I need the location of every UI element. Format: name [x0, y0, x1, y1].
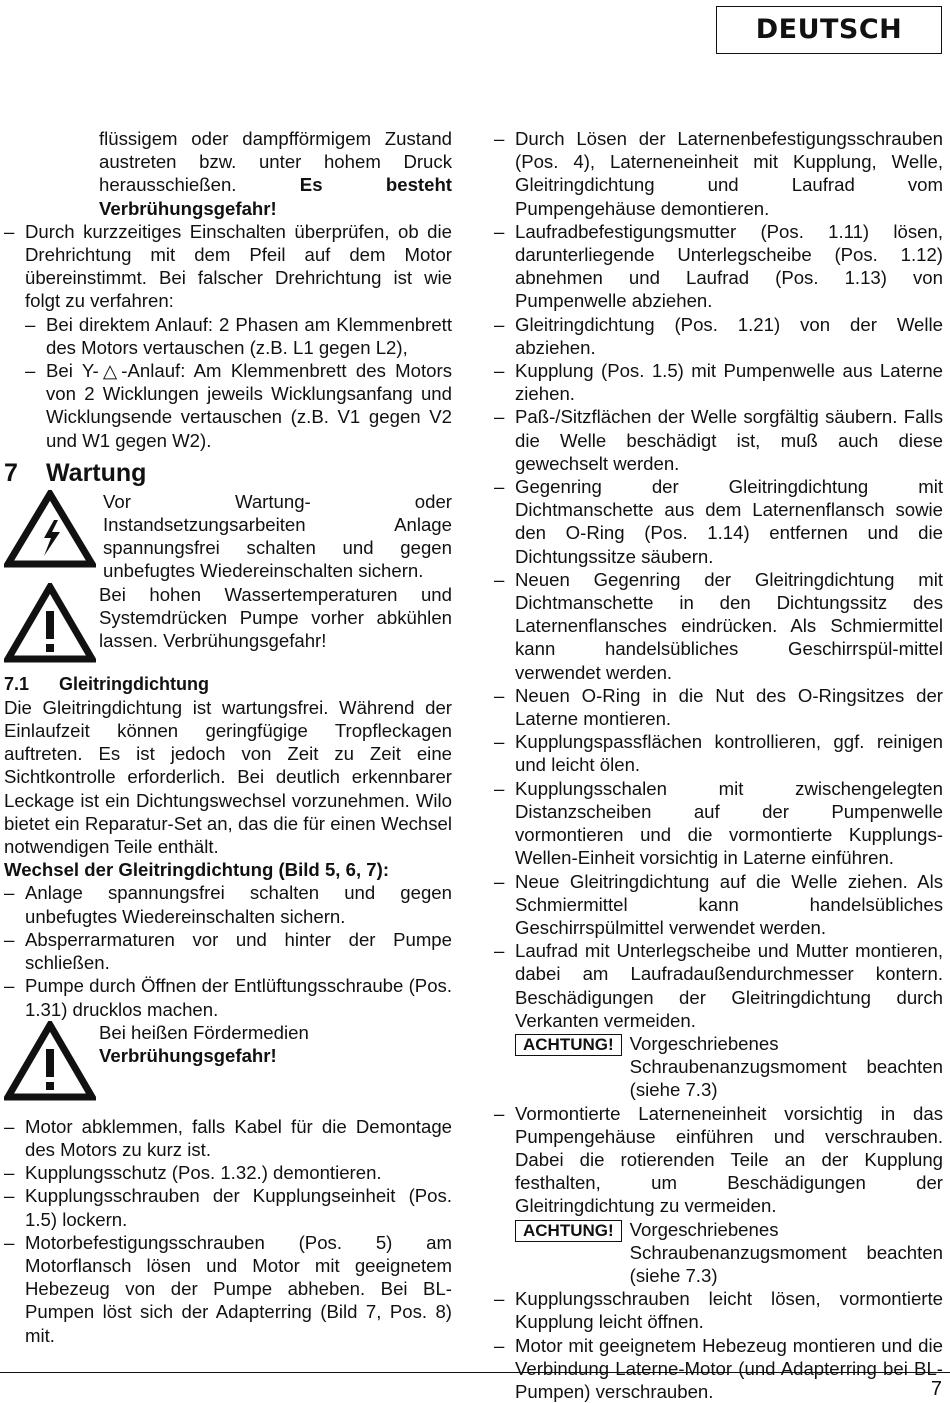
- bold-heading: Wechsel der Gleitringdichtung (Bild 5, 6, 7):: [4, 859, 390, 881]
- list-item: – Vormontierte Laterneneinheit vorsichtig in das Pumpengehäuse einführen und verschrauben. Dabei die rotierenden Teile an der Kupplung festhalten, um Beschädigungen der Gleitringdichtung zu vermeiden.: [494, 1102, 943, 1218]
- caution-text: Vorgeschriebenes Schraubenanzugsmoment beachten (siehe 7.3): [629, 1032, 943, 1101]
- caution-note: [494, 1218, 943, 1288]
- list-item: – Durch kurzzeitiges Einschalten überprüfen, ob die Drehrichtung mit dem Pfeil auf dem Motor übereinstimmt. Bei falscher Drehrichtung ist wie folgt zu verfahren:: [4, 220, 452, 313]
- page-number: 7: [930, 1378, 942, 1400]
- caution-label: ACHTUNG!: [515, 1034, 622, 1056]
- list-item: – Kupplungsschalen mit zwischengelegten Distanzscheiben auf der Pumpenwelle vormontieren und die vormontierte Kupplungs-Wellen-Einheit vorsichtig in Laterne einführen.: [494, 777, 943, 870]
- list-item: – Anlage spannungsfrei schalten und gegen unbefugtes Wiedereinschalten sichern.: [4, 881, 452, 927]
- paragraph: Die Gleitringdichtung ist wartungsfrei. Während der Einlaufzeit können geringfügige Tropfleckagen auftreten. Es ist jedoch von Zeit zu Zeit eine Sichtkontrolle erforderlich. Bei deutlich erkennbarer Leckage ist ein Dichtungswechsel vorzunehmen. Wilo bietet ein Reparatur-Set an, das die für einen Wechsel notwendigen Teile enthält.: [4, 696, 452, 858]
- section-title: Wartung: [46, 458, 147, 487]
- section-number: 7: [4, 458, 18, 487]
- subsection-title: Gleitringdichtung: [59, 673, 209, 694]
- subsection-heading: [4, 673, 452, 696]
- section-heading: [4, 458, 452, 488]
- list-item: – Motor abklemmen, falls Kabel für die Demontage des Motors zu kurz ist.: [4, 1115, 452, 1161]
- high-voltage-warning-icon: [4, 490, 103, 568]
- caution-label: ACHTUNG!: [515, 1220, 622, 1242]
- caution-text: Vorgeschriebenes Schraubenanzugsmoment beachten (siehe 7.3): [629, 1218, 943, 1286]
- footer-divider: [0, 1372, 950, 1373]
- list-item: – Kupplungsschutz (Pos. 1.32.) demontieren.: [4, 1161, 452, 1184]
- exclamation-warning-icon: [4, 583, 99, 663]
- warning-block: Bei heißen Fördermedien Verbrühungsgefahr!: [4, 1021, 452, 1101]
- list-item: – Kupplungsschrauben der Kupplungseinheit (Pos. 1.5) lockern.: [4, 1184, 452, 1230]
- list-item: – Motorbefestigungsschrauben (Pos. 5) am Motorflansch lösen und Motor mit geeignetem Hebezeug von der Pumpe abheben. Bei BL-Pumpen löst sich der Adapterring (Bild 7, Pos. 8) mit.: [4, 1231, 452, 1347]
- continued-paragraph: flüssigem oder dampfförmigem Zustand austreten bzw. unter hohem Druck herausschießen. Es besteht Verbrühungsgefahr!: [99, 128, 452, 219]
- exclamation-warning-icon: [4, 1021, 99, 1101]
- subsection-number: 7.1: [4, 673, 30, 694]
- list-item: – Neuen Gegenring der Gleitringdichtung mit Dichtmanschette in den Dichtungssitz des Laternenflansches eindrücken. Als Schmiermittel kann handelsübliches Geschirrspül-mittel verwendet werden.: [494, 568, 943, 684]
- sub-list-item: – Bei direktem Anlauf: 2 Phasen am Klemmenbrett des Motors vertauschen (z.B. L1 gegen L2),: [4, 313, 452, 359]
- warning-block: Bei hohen Wassertemperaturen und Systemdrücken Pumpe vorher abkühlen lassen. Verbrühungsgefahr!: [4, 583, 452, 663]
- caution-note: [494, 1032, 943, 1102]
- list-item: – Kupplung (Pos. 1.5) mit Pumpenwelle aus Laterne ziehen.: [494, 359, 943, 405]
- warning-block: Vor Wartung- oder Instandsetzungsarbeiten Anlage spannungsfrei schalten und gegen unbefugtes Wiedereinschalten sichern.: [4, 490, 452, 583]
- right-column: [494, 127, 943, 1403]
- sub-list-item: – Bei Y-△-Anlauf: Am Klemmenbrett des Motors von 2 Wicklungen jeweils Wicklungsanfang und Wicklungsende vertauschen (z.B. V1 gegen V2 und W1 gegen W2).: [4, 359, 452, 452]
- list-item: – Paß-/Sitzflächen der Welle sorgfältig säubern. Falls die Welle beschädigt ist, muß auch diese gewechselt werden.: [494, 405, 943, 475]
- list-item: – Pumpe durch Öffnen der Entlüftungsschraube (Pos. 1.31) drucklos machen.: [4, 974, 452, 1020]
- list-item: – Kupplungspassflächen kontrollieren, ggf. reinigen und leicht ölen.: [494, 730, 943, 776]
- scald-warning-bold: Es besteht Verbrühungsgefahr!: [99, 174, 452, 219]
- list-item: – Neuen O-Ring in die Nut des O-Ringsitzes der Laterne montieren.: [494, 684, 943, 730]
- list-item: – Gleitringdichtung (Pos. 1.21) von der Welle abziehen.: [494, 313, 943, 359]
- list-item: – Gegenring der Gleitringdichtung mit Dichtmanschette aus dem Laternenflansch sowie den O-Ring (Pos. 1.14) entfernen und die Dichtungssitze säubern.: [494, 475, 943, 568]
- list-item: – Neue Gleitringdichtung auf die Welle ziehen. Als Schmiermittel kann handelsübliches Geschirrspülmittel verwendet werden.: [494, 870, 943, 940]
- list-item: – Motor mit geeignetem Hebezeug montieren und die Verbindung Laterne-Motor (und Adapterring bei BL-Pumpen) verschrauben.: [494, 1334, 943, 1403]
- language-label: DEUTSCH: [716, 6, 942, 54]
- list-item: – Laufrad mit Unterlegscheibe und Mutter montieren, dabei am Laufradaußendurchmesser kontern. Beschädigungen der Gleitringdichtung durch Verkanten vermeiden.: [494, 939, 943, 1032]
- list-item: – Durch Lösen der Laternenbefestigungsschrauben (Pos. 4), Laterneneinheit mit Kupplung, Welle, Gleitringdichtung und Laufrad vom Pumpengehäuse demontieren.: [494, 127, 943, 220]
- list-item: – Laufradbefestigungsmutter (Pos. 1.11) lösen, darunterliegende Unterlegscheibe (Pos. 1.12) abnehmen und Laufrad (Pos. 1.13) von Pumpenwelle abziehen.: [494, 220, 943, 313]
- list-item: – Absperrarmaturen vor und hinter der Pumpe schließen.: [4, 928, 452, 974]
- left-column: [4, 127, 452, 1347]
- list-item: – Kupplungsschrauben leicht lösen, vormontierte Kupplung leicht öffnen.: [494, 1287, 943, 1333]
